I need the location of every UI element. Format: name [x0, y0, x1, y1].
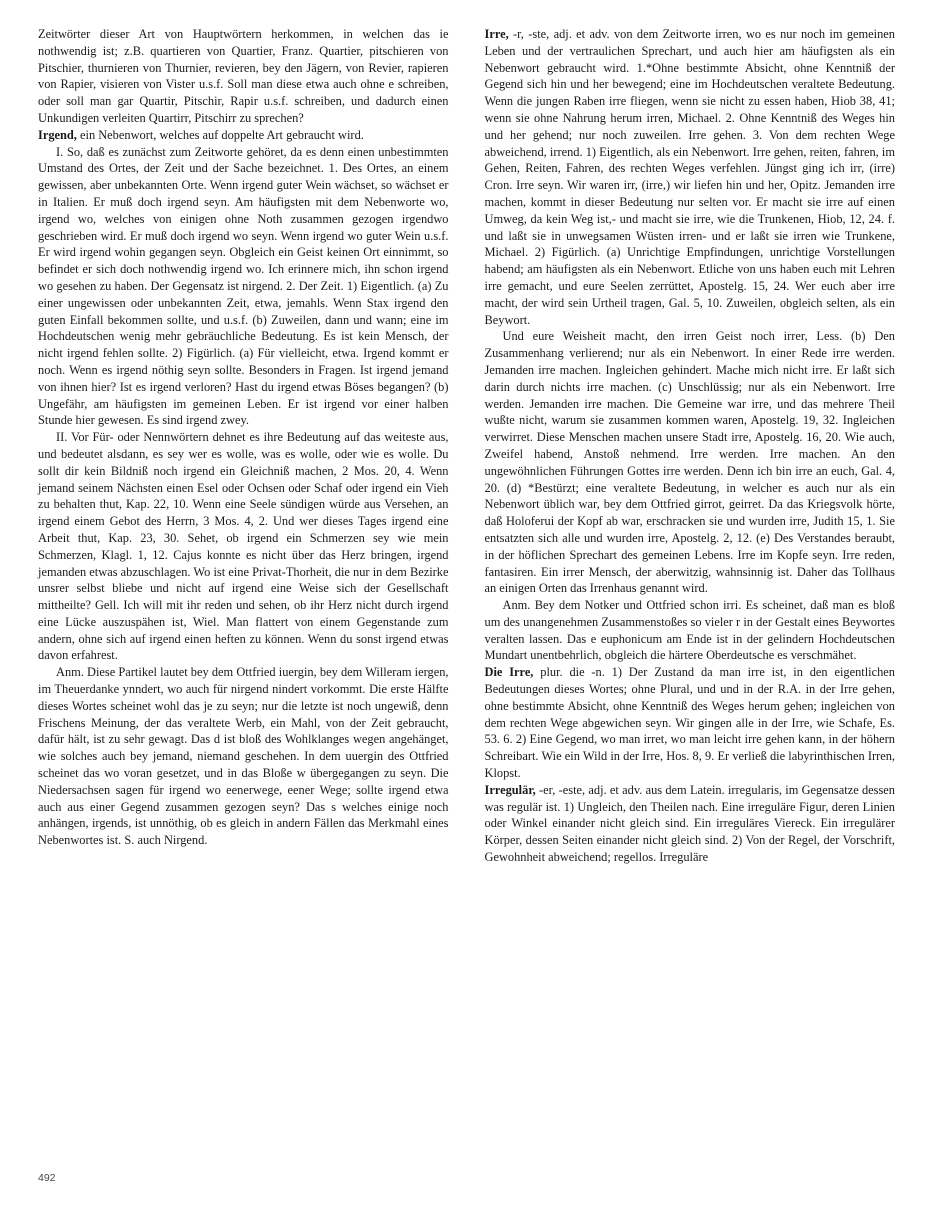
page-number: 492 [38, 1172, 56, 1184]
dictionary-entry [485, 26, 896, 328]
entry-body: -er, -este, adj. et adv. aus dem Latein. irregularis, im Gegensatze dessen was regulär ist. 1) Ungleich, den Theilen nach. Eine irreguläre Figur, deren Linien oder Winkel einander nicht gleich sind. Ein irreguläres Viereck. Ein irregulärer Körper, dessen Seiten einander nicht gleich sind. 2) Von der Regel, der Vorschrift, Gewohnheit abweichend; regellos. Irreguläre [484, 782, 895, 865]
entry-body: plur. die -n. 1) Der Zustand da man irre ist, in den eigentlichen Bedeutungen dieses Wortes; ohne Plural, und und in der R.A. in der Irre gehen, ohne bestimmte Absicht, ohne Kenntniß des Weges herum gehen; ingleichen von dem rechten Wege abgewichen seyn. Wir gingen alle in der Irre, wie Schafe, Es. 53. 6. 2) Eine Gegend, wo man irret, wo man leicht irre gehen kann, in der höhern Schreibart. Wie ein Wild in der Irre, Hos. 8, 9. Er verließ die labyrinthischen Irren, Klopst. [484, 665, 895, 781]
entry-body: -r, -ste, adj. et adv. von dem Zeitworte irren, wo es nur noch im gemeinen Leben und der vertraulichen Sprechart, und auch hier am häufigsten als ein Nebenwort gebraucht wird. 1.*Ohne bestimmte Absicht, ohne Kenntniß der Gegend sich hin und her bewegend; eine im Hochdeutschen veraltete Bedeutung. Wenn die jungen Raben irre fliegen, wenn sie nicht zu essen haben, Hiob 38, 41; wenn sie ohne Nahrung herum irren, Michael. 2. Ohne Kenntniß des Weges hin und her gehend; nur noch zuweilen. Irre gehen. 3. Von dem rechten Wege abweichend, irrend. 1) Eigentlich, als ein Nebenwort. Irre gehen, reiten, fahren, im Gehen, Reiten, Fahren, des rechten Weges verfehlen. Jüngst ging ich irr, (irre) Cron. Irre seyn. Wir waren irr, (irre,) wir liefen hin und her, Opitz. Jemanden irre machen, kommt in dieser Bedeutung nur selten vor. Er macht sie irre auf einen Umweg, da kein Weg ist,- und macht sie irre, wie die Trunkenen, Hiob, 12, 24. f. und laßt sie in unwegsamen Wüsten irren- und er laßt sie irren wie Trunkene, Michael. 2) Figürlich. (a) Unrichtige Empfindungen, unrichtige Vorstellungen habend; am häufigsten als ein Nebenwort. Etliche von uns haben euch mit Lehren irre gemacht, und eure Seelen zerrüttet, Apostelg. 15, 24. Wer euch aber irre macht, der wird sein Urtheil tragen, Gal. 5, 10. Zuweilen, obgleich selten, als ein Beywort. [484, 27, 895, 327]
two-column-layout [38, 26, 895, 1156]
paragraph-note: Anm. Diese Partikel lautet bey dem Ottfried iuergin, bey dem Willeram iergen, im Theuerdanke ynndert, wo auch für nirgend nindert vorkommt. Die erste Hälfte dieses Wortes scheinet wohl das je zu seyn; nur die letzte ist noch ungewiß, denn Frischens Meinung, der das veraltete Werb, ein Mahl, von der Zeit gebraucht, dafür hält, ist zu sehr gewagt. Das d ist bloß des Wohlklanges wegen angehänget, wie solches auch bey jemand, niemand geschehen. In dem uuergin des Ottfried scheinet das wo voran gesetzet, und in das Bloße w übergegangen zu seyn. Die Niedersachsen sagen für irgend wo eenerwege, eener Wege; sollte irgend etwa auch aus einer Gegend zusammen gezogen seyn? Das s welches einige noch anhängen, irgends, ist unnöthig, ob es gleich in andern Fällen das Merkmahl eines Nebenwortes ist. S. auch Nirgend. [38, 665, 449, 848]
column-right [485, 26, 896, 1156]
paragraph: I. So, daß es zunächst zum Zeitworte gehöret, da es denn einen unbestimmten Umstand des Ortes, der Zeit und der Sache bezeichnet. 1. Des Ortes, an einem gewissen, aber unbekannten Orte. Wenn irgend guter Wein wächset, so wächset er in Italien. Er muß doch irgend seyn. Am häufigsten mit dem Nebenworte wo, irgend wo, welches von einigen ohne Noth zusammen gezogen irgendwo geschrieben wird. Er muß doch irgend wo seyn. Wenn irgend wo guter Wein u.s.f. Er wird irgend wohin gegangen seyn. Obgleich ein Geist keinen Ort einnimmt, so befindet er sich doch nothwendig irgend wo. Ich erinnere mich, ihn schon irgend wo gesehen zu haben. Der Gegensatz ist nirgend. 2. Der Zeit. 1) Eigentlich. (a) Zu einer ungewissen oder unbekannten Zeit, etwa, jemahls. Wenn Stax irgend den guten Einfall bekommen sollte, und u.s.f. (b) Zuweilen, dann und wann; eine im Hochdeutschen wenig mehr gebräuchliche Bedeutung. Es ist kein Mensch, der nicht irgend fehlen sollte. 2) Figürlich. (a) Für vielleicht, etwa. Irgend kommt er noch. Wenn es irgend nöthig seyn sollte. Besonders in Fragen. Ist irgend jemand von ihnen hier? Ist es irgend verloren? Hast du irgend etwas Böses begangen? (b) Ungefähr, am häufigsten im gemeinen Leben. Er ist irgend vor einer halben Stunde hier gewesen. Es sind irgend zwey. [38, 144, 449, 428]
entry-body: ein Nebenwort, welches auf doppelte Art gebraucht wird. [76, 127, 364, 142]
entry-lemma: Irre, [484, 27, 509, 41]
dictionary-entry [38, 127, 449, 144]
entry-lemma: Irregulär, [484, 782, 536, 797]
paragraph: Und eure Weisheit macht, den irren Geist noch irrer, Less. (b) Den Zusammenhang verlierend; nur als ein Nebenwort. In einer Rede irre werden. Jemanden irre machen. Ingleichen gehindert. Mache mich nicht irre. Er laßt sich darin durch nichts irre machen. (c) Unschlüssig; nur als ein Nebenwort. Irre werden. Jemanden irre machen. Die Gemeine war irre, und das mehrere Theil wußte nicht, warum sie zusammen kommen waren, Apostelg. 19, 32. Ingleichen verwirret. Diese Menschen machen unsere Stadt irre, Apostelg. 16, 20. Wie auch, Zweifel habend, Anstoß nehmend. Irre werden. Irre machen. An den ungewöhnlichen Führungen Gottes irre werden. Denn ich bin irre an euch, Gal. 4, 20. (d) *Bestürzt; eine veraltete Bedeutung, in welcher es auch nur als ein Nebenwort üblich war, bey dem Ottfried girrot, geirret. Da das Kriegsvolk hörte, daß Holoferui der Kopf ab war, erschracken sie und wurden irre, Judith 15, 1. Sie entsatzten sich alle und wurden irre, Apostelg. 2, 12. (e) Des Verstandes beraubt, in der höflichen Sprechart des gemeinen Lebens. Irre im Kopfe seyn. Irre reden, fantasiren. Ein irrer Mensch, der aberwitzig, wahnsinnig ist. Daher das Tollhaus an einigen Orten das Irrenhaus genannt wird. [484, 329, 895, 596]
dictionary-entry [485, 664, 896, 782]
dictionary-entry [485, 782, 896, 866]
paragraph-note: Anm. Bey dem Notker und Ottfried schon irri. Es scheinet, daß man es bloß um des unangenehmen Zusammenstoßes so vieler r in der Gestalt eines Beywortes veralten lassen. Das e euphonicum am Ende ist in der gelindern Hochdeutschen Mundart unentbehrlich, obgleich die härtere Oberdeutsche es verschmähet. [484, 598, 895, 663]
paragraph: Zeitwörter dieser Art von Hauptwörtern herkommen, in welchen das ie nothwendig ist; z.B. quartieren von Quartier, Franz. Quartier, pitschieren von Pitschier, thurnieren von Thurnier, revieren, bey den Jägern, von Revier, rapieren von Rapier, visieren von Vister u.s.f. Soll man diese etwa auch ohne e schreiben, oder soll man gar Quartir, Pitschir, Rapir u.s.f. schreiben, und dadurch einen Unkundigen verleiten Quartirr, Pitschirr zu sprechen? [38, 27, 449, 125]
entry-lemma: Irgend, [38, 127, 77, 142]
column-left [38, 26, 449, 1156]
entry-lemma: Die Irre, [484, 665, 534, 680]
paragraph: II. Vor Für- oder Nennwörtern dehnet es ihre Bedeutung auf das weiteste aus, und bedeutet alsdann, es sey wer es wolle, was es wolle, oder wie es wolle. Du sollt dir kein Bildniß noch irgend ein Gleichniß machen, 2 Mos. 20, 4. Wenn jemand seinem Nächsten einen Esel oder Ochsen oder Schaf oder irgend ein Vieh zu behalten thut, Kap. 22, 10. Wenn eine Seele sündigen würde aus Versehen, an irgend einem Gebot des Herrn, 3 Mos. 4, 2. Und wer dieses Tages irgend eine Arbeit thut, Kap. 23, 30. Sehet, ob irgend ein Schmerzen sey wie mein Schmerzen, Klagl. 1, 12. Cajus konnte es nicht über das Herz bringen, irgend jemanden etwas abzuschlagen. Wo ist eine Privat-Thorheit, die nur in dem Bezirke unsrer selbst bliebe und nicht auf irgend eine Weise sich der Gesellschaft mittheilte? Gell. Ich will mit ihr reden und sehen, ob ihr Herz nicht durch irgend eine Lücke auszuspähen ist, Wiel. Man flattert von einem Gegenstande zum andern, ohne sich auf irgend einen heften zu können. Wenn du sonst irgend etwas davon erfahrest. [38, 430, 449, 663]
